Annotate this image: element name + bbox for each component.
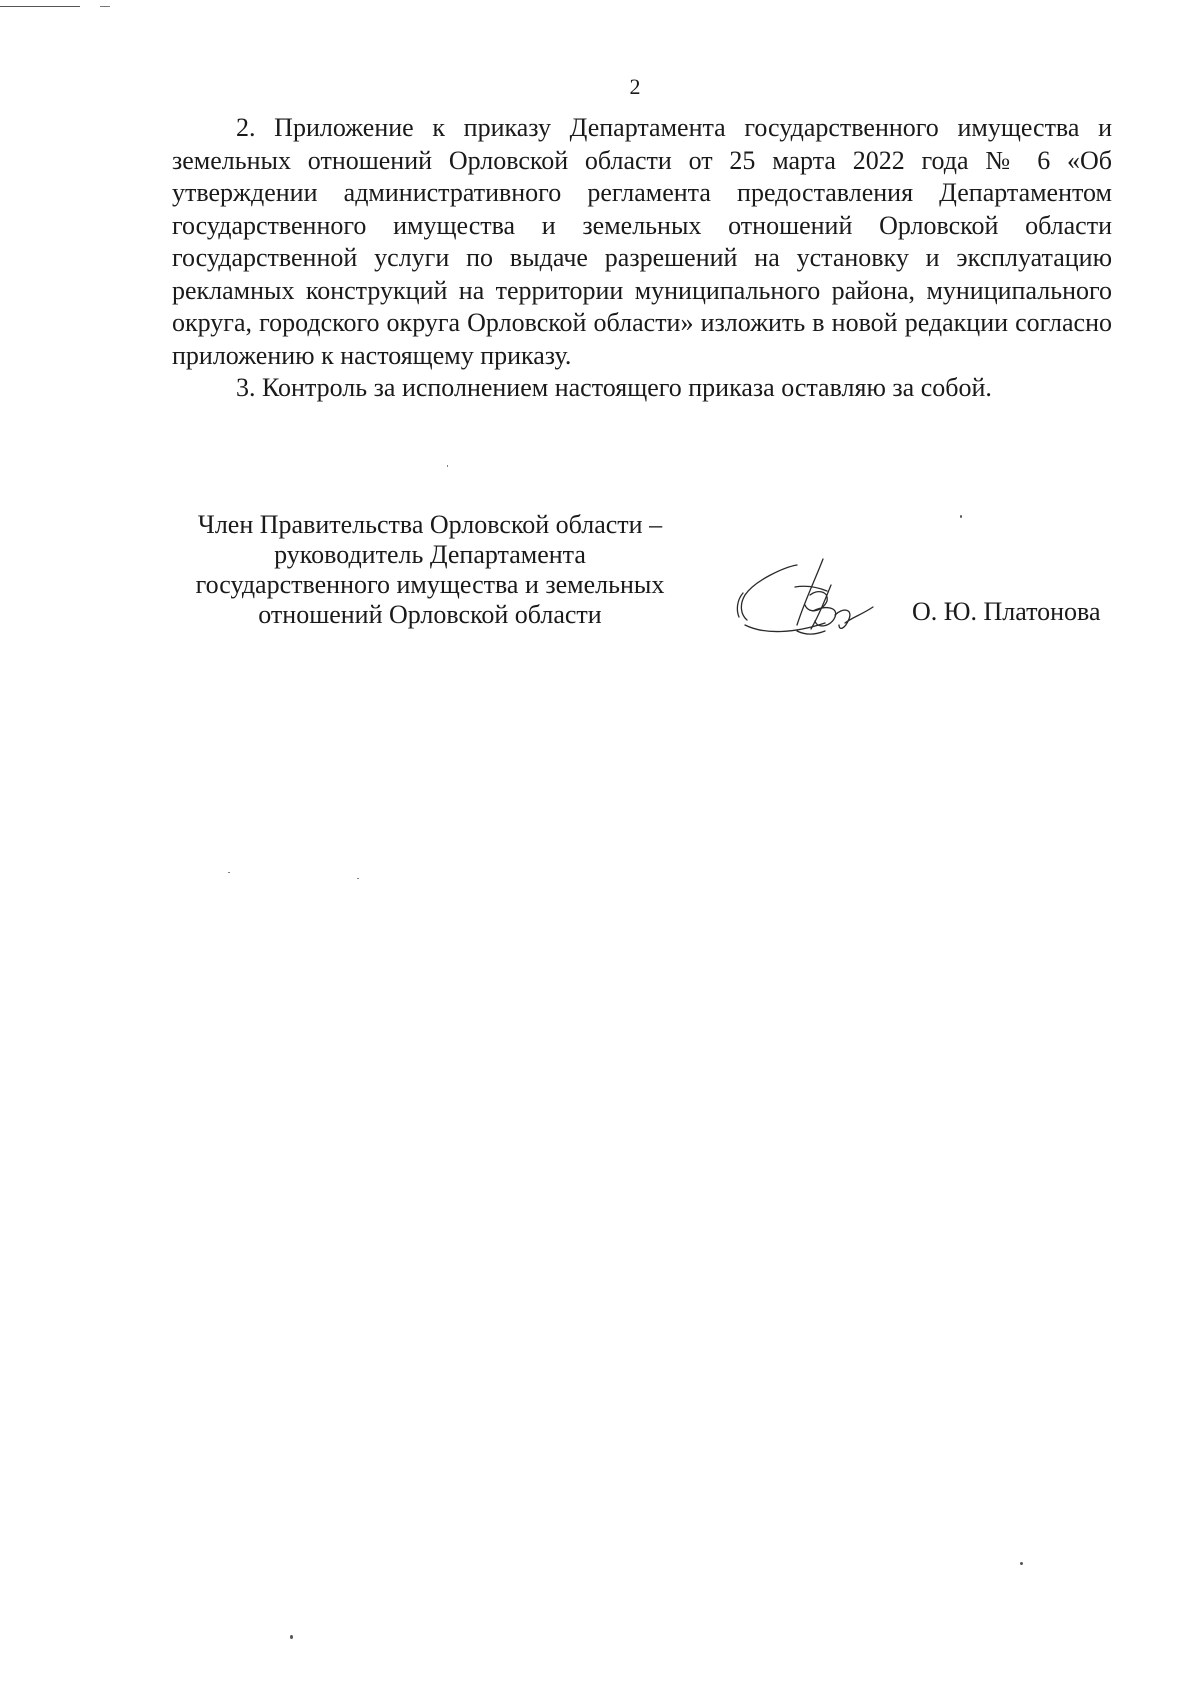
scan-speck (357, 878, 359, 879)
page-number: 2 (629, 74, 641, 99)
scan-speck (1020, 1562, 1023, 1565)
handwritten-signature (735, 545, 895, 665)
position-line: отношений Орловской области (258, 600, 602, 629)
scan-speck (290, 1635, 293, 1639)
scan-artifact-line (0, 6, 80, 7)
signer-name: О. Ю. Платонова (912, 597, 1101, 626)
scan-speck (960, 515, 962, 518)
scan-speck (228, 872, 230, 873)
scan-speck (447, 465, 448, 467)
position-line: Член Правительства Орловской области – (197, 510, 663, 539)
scan-artifact-line (100, 6, 110, 7)
position-line: государственного имущества и земельных (195, 570, 665, 599)
paragraph-2: 2. Приложение к приказу Департамента государственного имущества и земельных отношений Орловской области от 25 марта 2022 года № 6 «Об утверждении административного регламента предоставления Департаментом государственного имущества и земельных отношений Орловской области государственной услуги по выдаче разрешений на установку и эксплуатацию рекламных конструкций на территории муниципального района, муниципального округа, городского округа Орловской области» изложить в новой редакции согласно приложению к настоящему приказу. (172, 113, 1112, 370)
paragraph-3: 3. Контроль за исполнением настоящего приказа оставляю за собой. (236, 373, 992, 402)
position-line: руководитель Департамента (274, 540, 586, 569)
signatory-position (160, 510, 700, 630)
document-body (172, 112, 1112, 405)
